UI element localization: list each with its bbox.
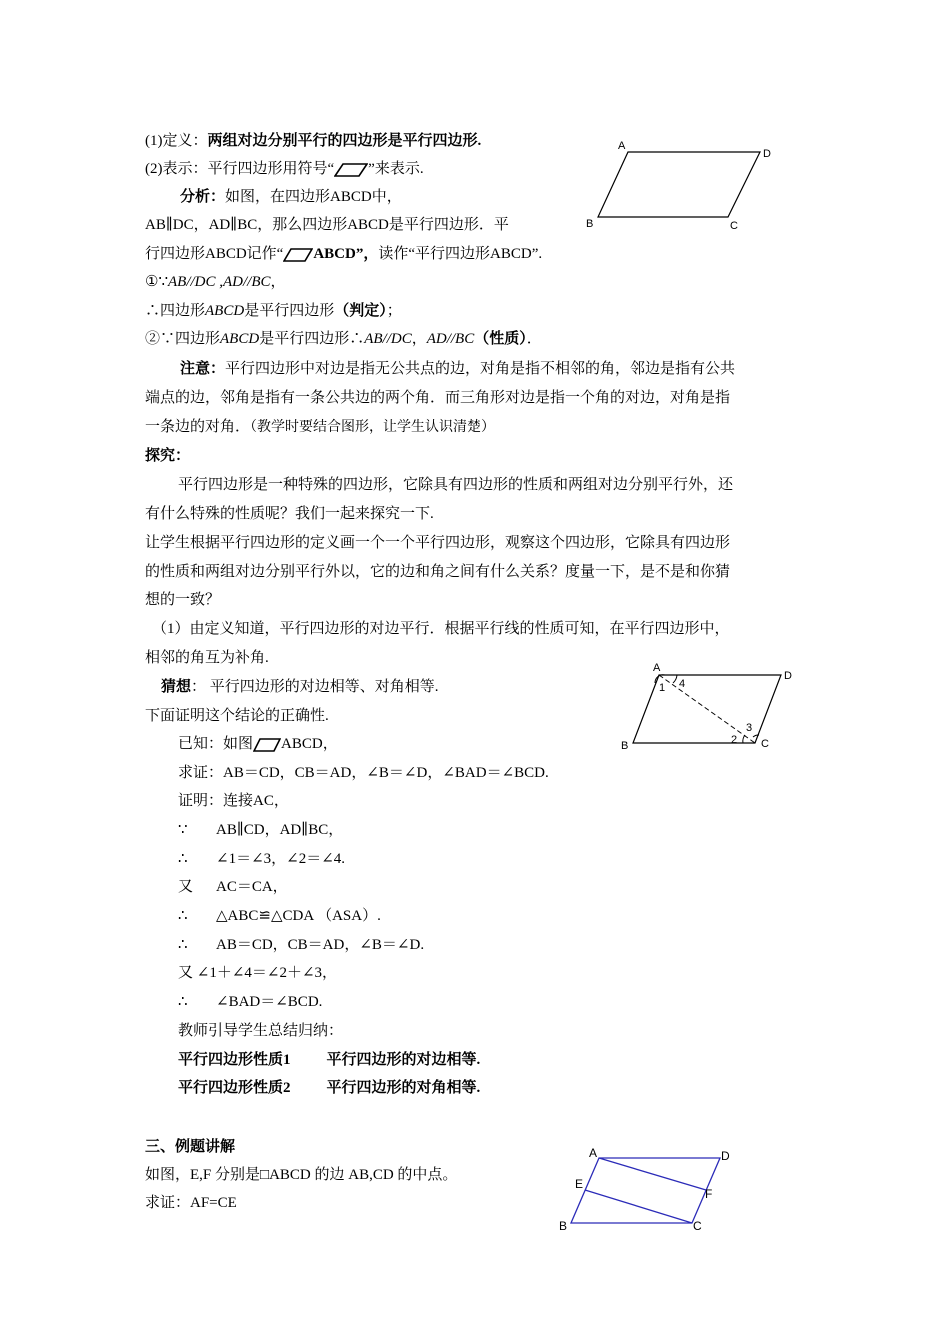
figure-parallelogram-midpoints — [555, 1140, 745, 1240]
proof-step-4 — [178, 906, 381, 926]
therefore-symbol: ∴ — [178, 937, 188, 953]
vertex-label-a: A — [618, 140, 626, 152]
segment-af — [599, 1158, 706, 1190]
proof-step-text: AB∥CD，AD∥BC， — [216, 822, 344, 838]
parallelogram-symbol-icon — [334, 163, 368, 177]
representation-prefix: (2)表示：平行四边形用符号“ — [145, 161, 335, 177]
midpoint-label-f: F — [705, 1187, 713, 1201]
example-to-prove: 求证：AF=CE — [145, 1195, 237, 1211]
property-middle: 是平行四边形∴ — [259, 331, 365, 347]
proof-step-3 — [178, 877, 288, 897]
guess-text: ： 平行四边形的对边相等、对角相等. — [191, 679, 439, 695]
vertex-label-d: D — [763, 148, 771, 160]
definition-prefix: (1)定义： — [145, 133, 208, 149]
explore-p3-line2: 相邻的角互为补角. — [145, 650, 269, 666]
proof-step-text: ∠1＝∠3，∠2＝∠4. — [216, 851, 346, 867]
therefore-symbol: ∴ — [178, 994, 188, 1010]
vertex-label-c: C — [730, 220, 738, 232]
therefore-text: ∴四边形 — [145, 303, 206, 319]
representation-suffix: ”来表示. — [368, 161, 424, 177]
proof-start: 证明：连接AC， — [178, 793, 289, 809]
property-1-label: 平行四边形性质1 — [178, 1052, 291, 1068]
proof-step-text: AB＝CD，CB＝AD，∠B＝∠D. — [216, 937, 425, 953]
judgement-tag: （判定） — [334, 303, 387, 319]
property-1-text: 平行四边形的对边相等. — [326, 1052, 481, 1068]
parallel-ad-bc: AD//BC — [426, 331, 475, 347]
vertex-label-b: B — [559, 1219, 568, 1233]
parallelogram-shape — [598, 152, 760, 217]
representation-line — [145, 159, 424, 179]
because-symbol: ∵ — [178, 822, 188, 838]
parallel-statement: AB//DC ,AD//BC — [168, 274, 271, 290]
parallelogram-symbol-icon — [253, 738, 281, 752]
prove-intro: 下面证明这个结论的正确性. — [145, 708, 329, 724]
vertex-label-a: A — [589, 1146, 598, 1160]
proof-step-7 — [178, 992, 322, 1012]
summary-line: 教师引导学生总结归纳： — [178, 1023, 344, 1039]
note-line-1 — [180, 359, 735, 379]
vertex-label-d: D — [721, 1149, 730, 1163]
analysis-label: 分析： — [180, 189, 226, 205]
guess-label: 猜想 — [161, 679, 192, 695]
vertex-label-b: B — [621, 740, 629, 752]
teaching-note: （教学时要结合图形，让学生认识清楚） — [250, 420, 496, 435]
note-label: 注意： — [180, 361, 226, 377]
vertex-label-a: A — [653, 662, 661, 674]
definition-text: 两组对边分别平行的四边形是平行四边形. — [207, 133, 482, 149]
figure-parallelogram-abcd — [580, 135, 790, 235]
note-line-3 — [145, 417, 495, 438]
explore-p3-line1: （1）由定义知道，平行四边形的对边平行．根据平行线的性质可知，在平行四边形中， — [152, 621, 730, 637]
diagonal-ac — [659, 675, 755, 743]
conclusion-text: 是平行四边形 — [244, 303, 335, 319]
property-2-label: 平行四边形性质2 — [178, 1080, 291, 1096]
analysis-text: 如图，在四边形ABCD中， — [225, 189, 402, 205]
therefore-symbol: ∴ — [178, 908, 188, 924]
also-symbol: 又 — [178, 879, 194, 895]
example-title: 三、例题讲解 — [145, 1139, 236, 1155]
explore-p1-line1: 平行四边形是一种特殊的四边形，它除具有四边形的性质和两组对边分别平行外，还 — [178, 477, 734, 493]
angle-label-4: 4 — [679, 678, 686, 690]
vertex-label-c: C — [693, 1219, 702, 1233]
proof-step-text: △ABC≌△CDA （ASA）. — [216, 908, 381, 924]
explore-p1-line2: 有什么特殊的性质呢？我们一起来探究一下. — [145, 506, 434, 522]
note-line-2: 端点的边，邻角是指有一条公共边的两个角．而三角形对边是指一个角的对边，对角是指 — [145, 390, 731, 406]
analysis-line — [180, 187, 402, 207]
notation-reading: 读作“平行四边形ABCD”. — [378, 246, 543, 262]
punctuation: ． — [526, 331, 542, 347]
analysis-line-2: AB∥DC，AD∥BC，那么四边形ABCD是平行四边形．平 — [145, 217, 509, 233]
vertex-label-d: D — [784, 670, 792, 682]
given-abcd: ABCD， — [281, 736, 338, 752]
definition-line — [145, 131, 481, 151]
angle-arc — [673, 675, 677, 683]
property-2-line — [178, 1078, 480, 1098]
parallelogram-symbol-icon — [283, 248, 313, 262]
midpoint-label-e: E — [575, 1177, 584, 1191]
vertex-label-c: C — [761, 738, 769, 750]
explore-p2-line3: 想的一致？ — [145, 592, 221, 608]
punctuation: ； — [386, 303, 402, 319]
punctuation: ， — [270, 274, 286, 290]
given-line — [178, 734, 338, 754]
angle-label-3: 3 — [746, 722, 753, 734]
note-text: 平行四边形中对边是指无公共点的边，对角是指不相邻的角，邻边是指有公共 — [225, 361, 736, 377]
example-question: 如图，E,F 分别是□ABCD 的边 AB,CD 的中点。 — [145, 1167, 458, 1183]
vertex-label-b: B — [586, 218, 594, 230]
analysis-line-3 — [145, 244, 542, 264]
figure-parallelogram-diagonal — [615, 655, 805, 755]
note-text-end: 一条边的对角． — [145, 419, 251, 435]
proof-step-5 — [178, 935, 424, 955]
judgement-line-2 — [145, 301, 402, 321]
angle-arc — [743, 735, 745, 743]
punctuation: ， — [411, 331, 427, 347]
notation-prefix: 行四边形ABCD记作“ — [145, 246, 284, 262]
proof-step-text: ∠BAD＝∠BCD. — [216, 994, 323, 1010]
angle-label-2: 2 — [731, 734, 738, 746]
property-tag: （性质） — [474, 331, 527, 347]
property-prefix: ②∵四边形 — [145, 331, 221, 347]
proof-step-6: 又 ∠1＋∠4＝∠2＋∠3， — [178, 965, 338, 981]
segment-ec — [585, 1190, 692, 1223]
angle-label-1: 1 — [659, 682, 666, 694]
explore-title: 探究： — [145, 448, 191, 464]
parallel-ab-dc: AB//DC — [364, 331, 412, 347]
property-line — [145, 329, 542, 349]
explore-p2-line2: 的性质和两组对边分别平行外以，它的边和角之间有什么关系？度量一下，是不是和你猜 — [145, 564, 731, 580]
proof-step-1 — [178, 820, 343, 840]
property-2-text: 平行四边形的对角相等. — [326, 1080, 481, 1096]
proof-step-2 — [178, 849, 345, 869]
to-prove-line: 求证：AB＝CD，CB＝AD，∠B＝∠D，∠BAD＝∠BCD. — [178, 765, 549, 781]
judgement-line-1 — [145, 272, 286, 292]
given-prefix: 已知：如图 — [178, 736, 254, 752]
quad-name: ABCD — [220, 331, 260, 347]
property-1-line — [178, 1050, 480, 1070]
proof-step-text: AC＝CA， — [216, 879, 288, 895]
quad-name: ABCD — [205, 303, 245, 319]
because-symbol: ①∵ — [145, 274, 168, 290]
explore-p2-line1: 让学生根据平行四边形的定义画一个一个平行四边形，观察这个四边形，它除具有四边形 — [145, 535, 731, 551]
parallelogram-shape — [571, 1158, 720, 1223]
notation-abcd: ABCD”， — [313, 246, 379, 262]
guess-line — [161, 677, 439, 697]
therefore-symbol: ∴ — [178, 851, 188, 867]
